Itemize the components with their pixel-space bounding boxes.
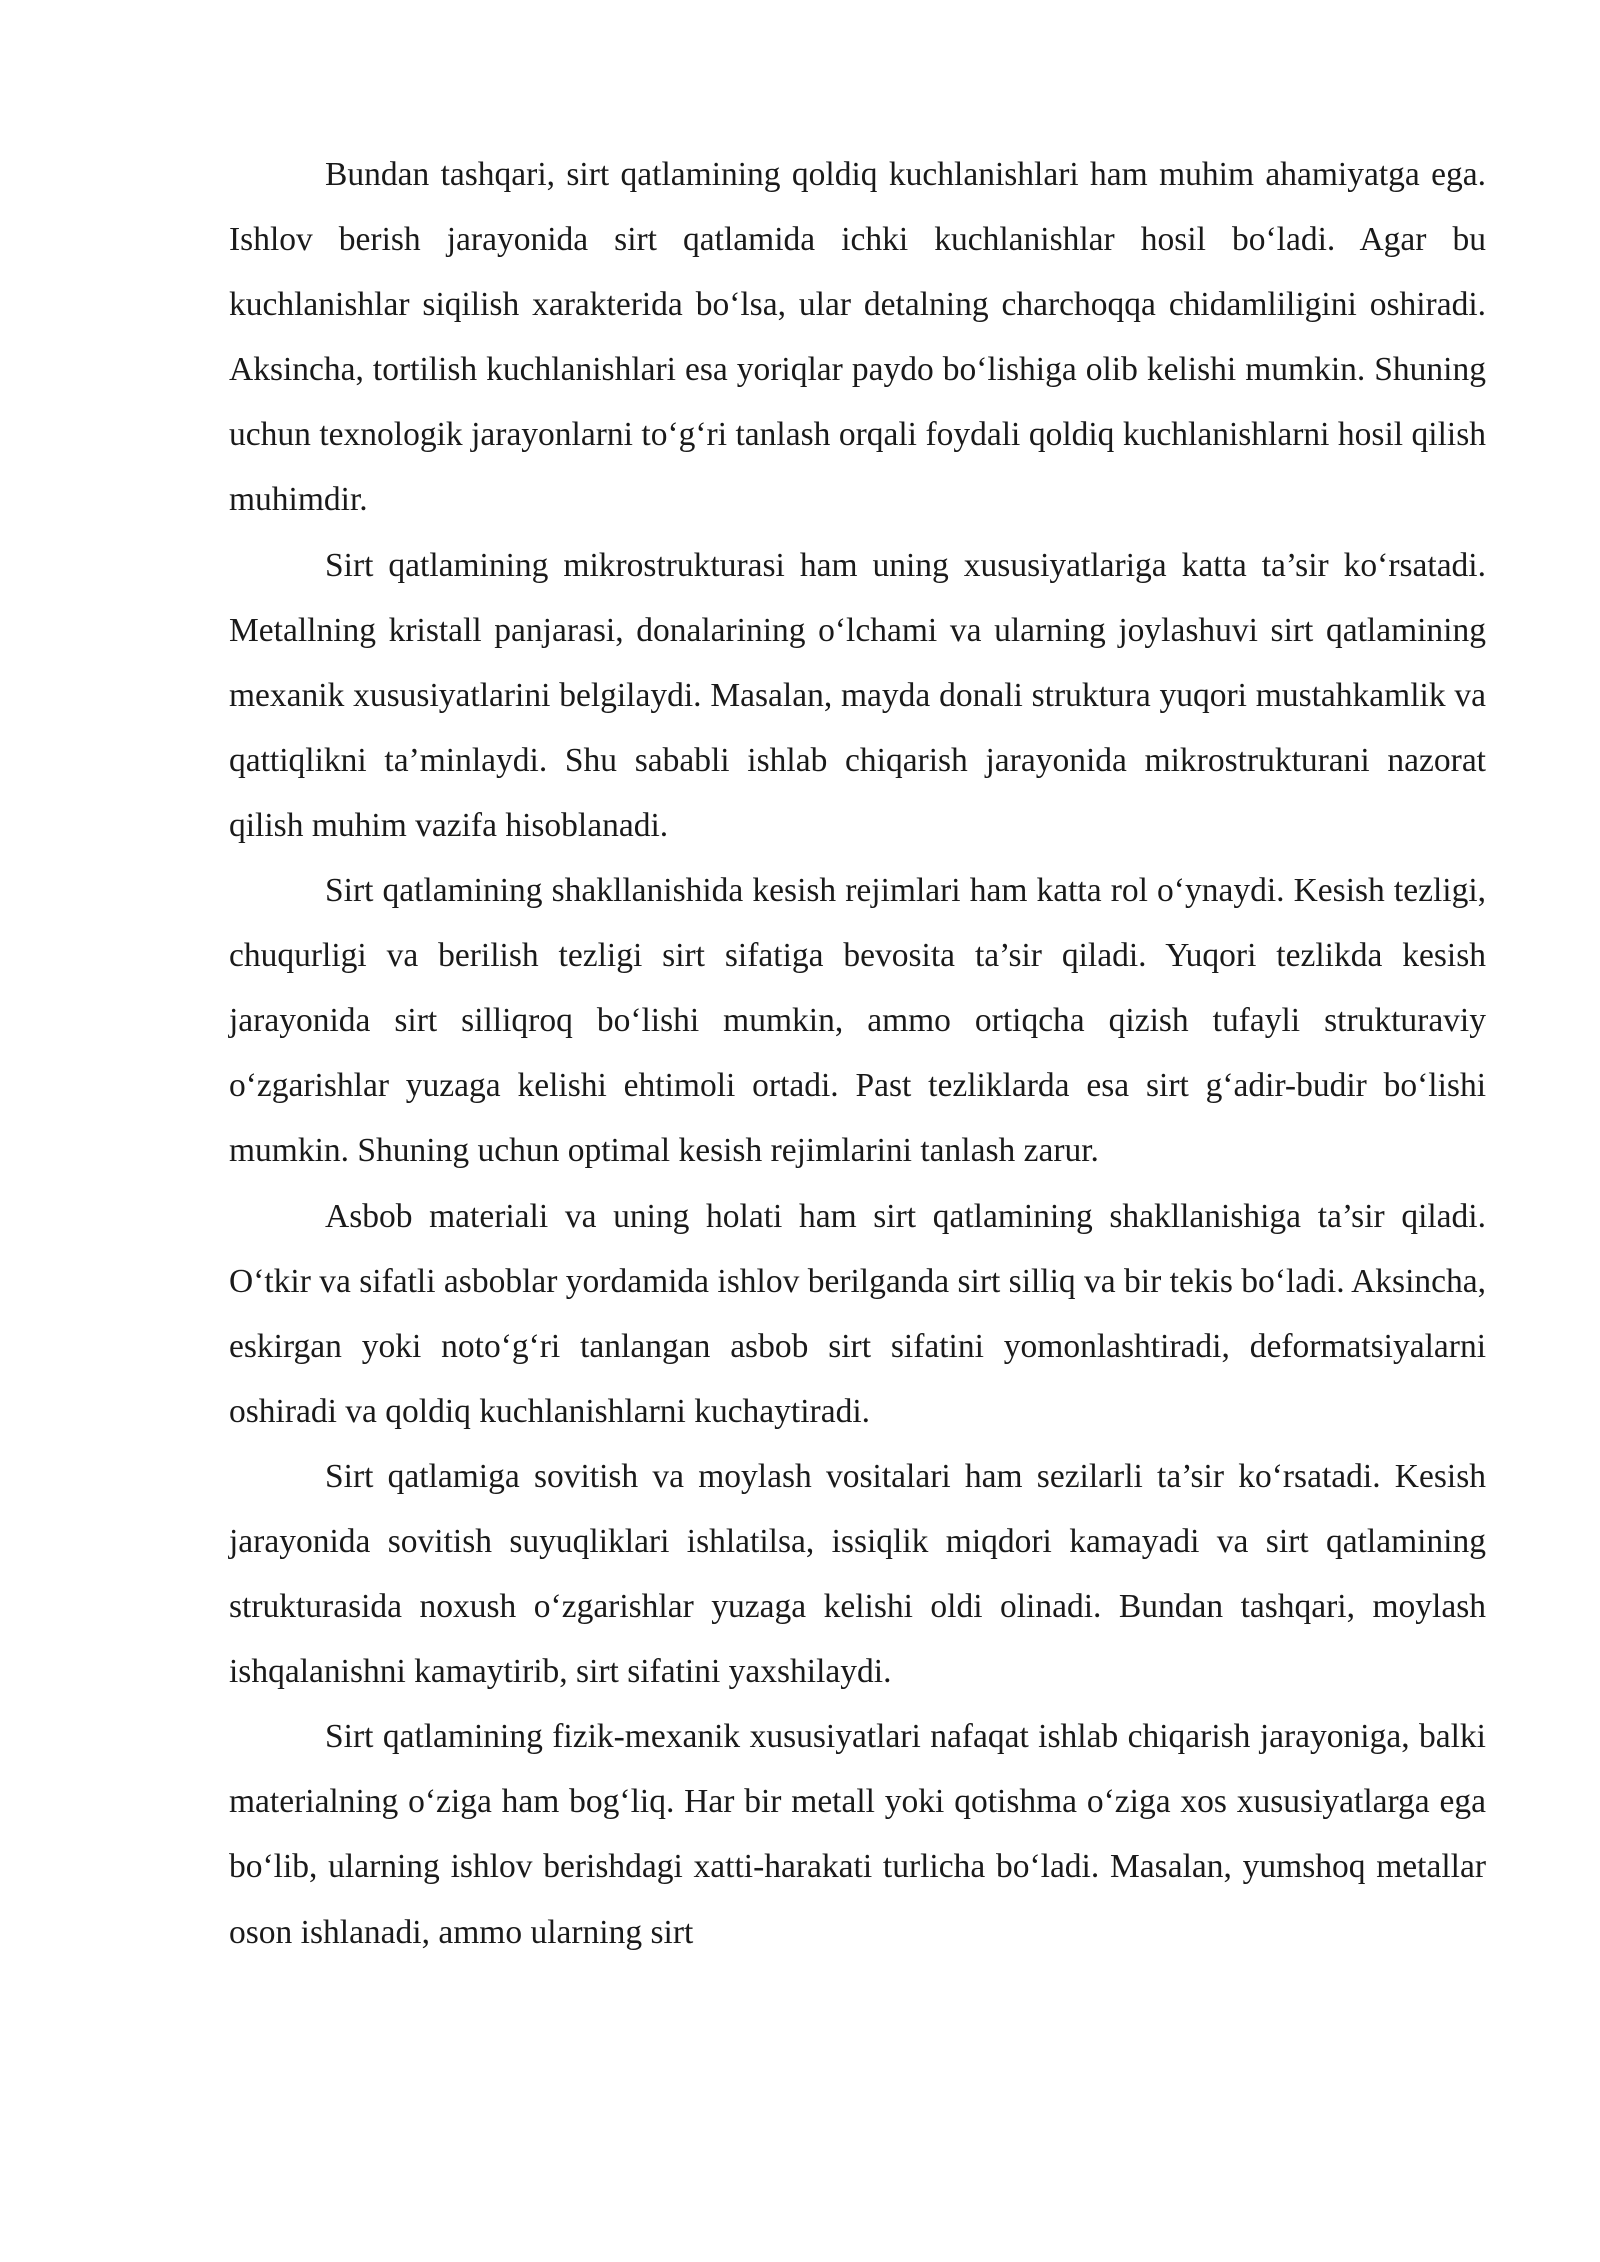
paragraph-cooling-lubrication: Sirt qatlamiga sovitish va moylash vositalari ham sezilarli ta’sir ko‘rsatadi. Kesish jarayonida sovitish suyuqliklari ishlatilsa, issiqlik miqdori kamayadi va sirt qatlamining strukturasida noxush o‘zgarishlar yuzaga kelishi oldi olinadi. Bundan tashqari, moylash ishqalanishni kamaytirib, sirt sifatini yaxshilaydi. bbox=[229, 1457, 1486, 1691]
paragraph-tool-material: Asbob materiali va uning holati ham sirt qatlamining shakllanishiga ta’sir qiladi. O‘tkir va sifatli asboblar yordamida ishlov berilganda sirt silliq va bir tekis bo‘ladi. Aksincha, eskirgan yoki noto‘g‘ri tanlangan asbob sirt sifatini yomonlashtiradi, deformatsiyalarni oshiradi va qoldiq kuchlanishlarni kuchaytiradi. bbox=[229, 1197, 1486, 1430]
paragraph-residual-stresses: Bundan tashqari, sirt qatlamining qoldiq kuchlanishlari ham muhim ahamiyatga ega. Ishlov berish jarayonida sirt qatlamida ichki kuchlanishlar hosil bo‘ladi. Agar bu kuchlanishlar siqilish xarakterida bo‘lsa, ular detalning charchoqqa chidamliligini oshiradi. Aksincha, tortilish kuchlanishlari esa yoriqlar paydo bo‘lishiga olib kelishi mumkin. Shuning uchun texnologik jarayonlarni to‘g‘ri tanlash orqali foydali qoldiq kuchlanishlarni hosil qilish muhimdir. bbox=[229, 156, 1486, 519]
paragraph-cutting-modes: Sirt qatlamining shakllanishida kesish rejimlari ham katta rol o‘ynaydi. Kesish tezligi, chuqurligi va berilish tezligi sirt sifatiga bevosita ta’sir qiladi. Yuqori tezlikda kesish jarayonida sirt silliqroq bo‘lishi mumkin, ammo ortiqcha qizish tufayli strukturaviy o‘zgarishlar yuzaga kelishi ehtimoli ortadi. Past tezliklarda esa sirt g‘adir-budir bo‘lishi mumkin. Shuning uchun optimal kesish rejimlarini tanlash zarur. bbox=[229, 872, 1486, 1170]
paragraph-microstructure: Sirt qatlamining mikrostrukturasi ham uning xususiyatlariga katta ta’sir ko‘rsatadi. Metallning kristall panjarasi, donalarining o‘lchami va ularning joylashuvi sirt qatlamining mexanik xususiyatlarini belgilaydi. Masalan, mayda donali struktura yuqori mustahkamlik va qattiqlikni ta’minlaydi. Shu sababli ishlab chiqarish jarayonida mikrostrukturani nazorat qilish muhim vazifa hisoblanadi. bbox=[229, 546, 1486, 844]
document-body bbox=[229, 142, 1486, 1965]
paragraph-material-properties: Sirt qatlamining fizik-mexanik xususiyatlari nafaqat ishlab chiqarish jarayoniga, balki materialning o‘ziga ham bog‘liq. Har bir metall yoki qotishma o‘ziga xos xususiyatlarga ega bo‘lib, ularning ishlov berishdagi xatti-harakati turlicha bo‘ladi. Masalan, yumshoq metallar oson ishlanadi, ammo ularning sirt bbox=[229, 1718, 1486, 1951]
